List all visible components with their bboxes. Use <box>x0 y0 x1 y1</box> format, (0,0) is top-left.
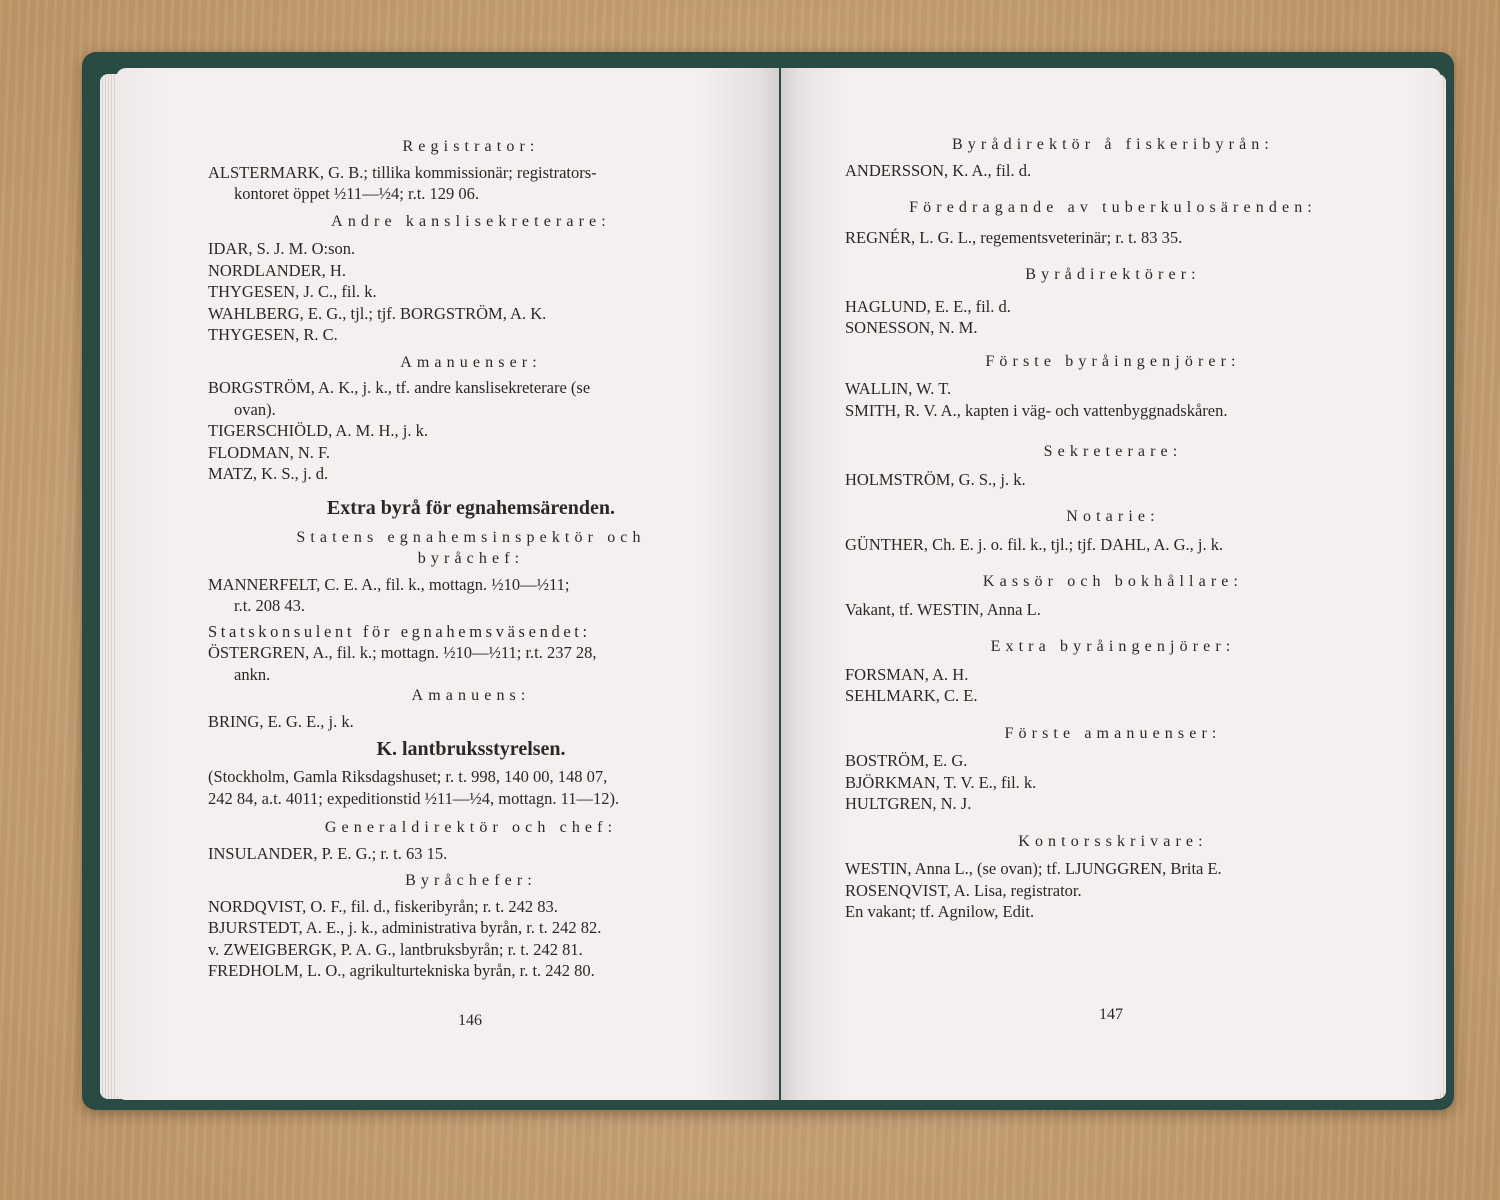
section-heading: Registrator: <box>402 138 540 155</box>
entry-line: TIGERSCHIÖLD, A. M. H., j. k. <box>208 421 429 440</box>
entry-line: SONESSON, N. M. <box>845 318 978 337</box>
entry-line: ankn. <box>234 664 271 684</box>
entry-line: NORDLANDER, H. <box>208 260 346 280</box>
entry-line: kontoret öppet ½11—½4; r.t. 129 06. <box>234 184 480 203</box>
section-heading: Sekreterare: <box>1043 443 1183 460</box>
right-page-content <box>845 134 1381 923</box>
section-heading: Extra byråingenjörer: <box>990 638 1236 655</box>
section-heading: Amanuens: <box>411 687 531 704</box>
entry-line: v. ZWEIGBERGK, P. A. G., lantbruksbyrån; r. t. 242 81. <box>208 939 583 959</box>
entry-line: BJURSTEDT, A. E., j. k., administrativa byrån, r. t. 242 82. <box>208 918 602 937</box>
right-page <box>781 68 1441 1100</box>
entry-line: WALLIN, W. T. <box>845 379 952 398</box>
page-number: 146 <box>458 1012 482 1029</box>
entry-line: NORDQVIST, O. F., fil. d., fiskeribyrån; r. t. 242 83. <box>208 896 558 916</box>
section-heading: Förste byråingenjörer: <box>985 352 1241 370</box>
entry-line: INSULANDER, P. E. G.; r. t. 63 15. <box>208 843 448 863</box>
entry-line: MANNERFELT, C. E. A., fil. k., mottagn. ½10—½11; <box>208 574 570 594</box>
section-heading: Kontorsskrivare: <box>1018 832 1208 850</box>
entry-line: REGNÉR, L. G. L., regementsveterinär; r. t. 83 35. <box>845 227 1183 247</box>
department-title: Extra byrå för egnahemsärenden. <box>326 496 616 519</box>
page-number: 147 <box>1099 1006 1123 1023</box>
section-heading: Kassör och bokhållare: <box>982 573 1244 590</box>
section-heading: Byråchefer: <box>405 872 537 889</box>
entry-line: MATZ, K. S., j. d. <box>208 464 329 483</box>
entry-line: SMITH, R. V. A., kapten i väg- och vattenbyggnadskåren. <box>845 400 1228 420</box>
entry-line: HAGLUND, E. E., fil. d. <box>845 296 1011 316</box>
entry-line: FREDHOLM, L. O., agrikulturtekniska byrån, r. t. 242 80. <box>208 961 595 980</box>
entry-line: HULTGREN, N. J. <box>845 794 972 813</box>
entry-line: 242 84, a.t. 4011; expeditionstid ½11—½4, mottagn. 11—12). <box>208 788 620 808</box>
section-heading: Föredragande av tuberkulosärenden: <box>909 199 1317 216</box>
entry-line: ovan). <box>234 399 276 419</box>
entry-line: Vakant, tf. WESTIN, Anna L. <box>845 599 1041 619</box>
left-page-content <box>208 136 734 982</box>
entry-line: SEHLMARK, C. E. <box>845 686 978 705</box>
entry-line: FORSMAN, A. H. <box>845 664 969 684</box>
section-heading: Amanuenser: <box>400 353 542 371</box>
section-heading: Förste amanuenser: <box>1004 724 1222 742</box>
entry-line: BORGSTRÖM, A. K., j. k., tf. andre kanslisekreterare (se <box>208 378 591 397</box>
entry-line: THYGESEN, R. C. <box>208 325 338 344</box>
section-heading: byråchef: <box>417 550 525 567</box>
left-page <box>116 68 779 1100</box>
entry-line: En vakant; tf. Agnilow, Edit. <box>845 902 1035 921</box>
entry-line: FLODMAN, N. F. <box>208 442 330 462</box>
entry-line: ALSTERMARK, G. B.; tillika kommissionär; registrators- <box>208 162 597 182</box>
entry-line: BRING, E. G. E., j. k. <box>208 711 354 731</box>
entry-line: HOLMSTRÖM, G. S., j. k. <box>845 469 1026 489</box>
section-heading: Statskonsulent för egnahemsväsendet: <box>208 621 591 641</box>
section-heading: Generaldirektör och chef: <box>324 819 618 836</box>
department-title: K. lantbruksstyrelsen. <box>376 738 566 760</box>
entry-line: ÖSTERGREN, A., fil. k.; mottagn. ½10—½11; r.t. 237 28, <box>208 643 597 662</box>
entry-line: THYGESEN, J. C., fil. k. <box>208 282 377 301</box>
entry-line: ROSENQVIST, A. Lisa, registrator. <box>845 880 1082 900</box>
entry-line: (Stockholm, Gamla Riksdagshuset; r. t. 998, 140 00, 148 07, <box>208 767 608 786</box>
entry-line: BJÖRKMAN, T. V. E., fil. k. <box>845 772 1037 792</box>
section-heading: Notarie: <box>1066 508 1160 525</box>
section-heading: Byrådirektör å fiskeribyrån: <box>952 136 1274 153</box>
entry-line: WESTIN, Anna L., (se ovan); tf. LJUNGGREN, Brita E. <box>845 859 1222 878</box>
entry-line: ANDERSSON, K. A., fil. d. <box>845 160 1032 180</box>
section-heading: Byrådirektörer: <box>1025 266 1201 283</box>
entry-line: BOSTRÖM, E. G. <box>845 751 968 770</box>
entry-line: r.t. 208 43. <box>234 596 306 615</box>
entry-line: IDAR, S. J. M. O:son. <box>208 239 356 258</box>
section-heading: Andre kanslisekreterare: <box>331 212 611 230</box>
section-heading: Statens egnahemsinspektör och <box>296 528 646 546</box>
entry-line: WAHLBERG, E. G., tjl.; tjf. BORGSTRÖM, A. K. <box>208 303 547 323</box>
entry-line: GÜNTHER, Ch. E. j. o. fil. k., tjl.; tjf. DAHL, A. G., j. k. <box>845 534 1224 554</box>
